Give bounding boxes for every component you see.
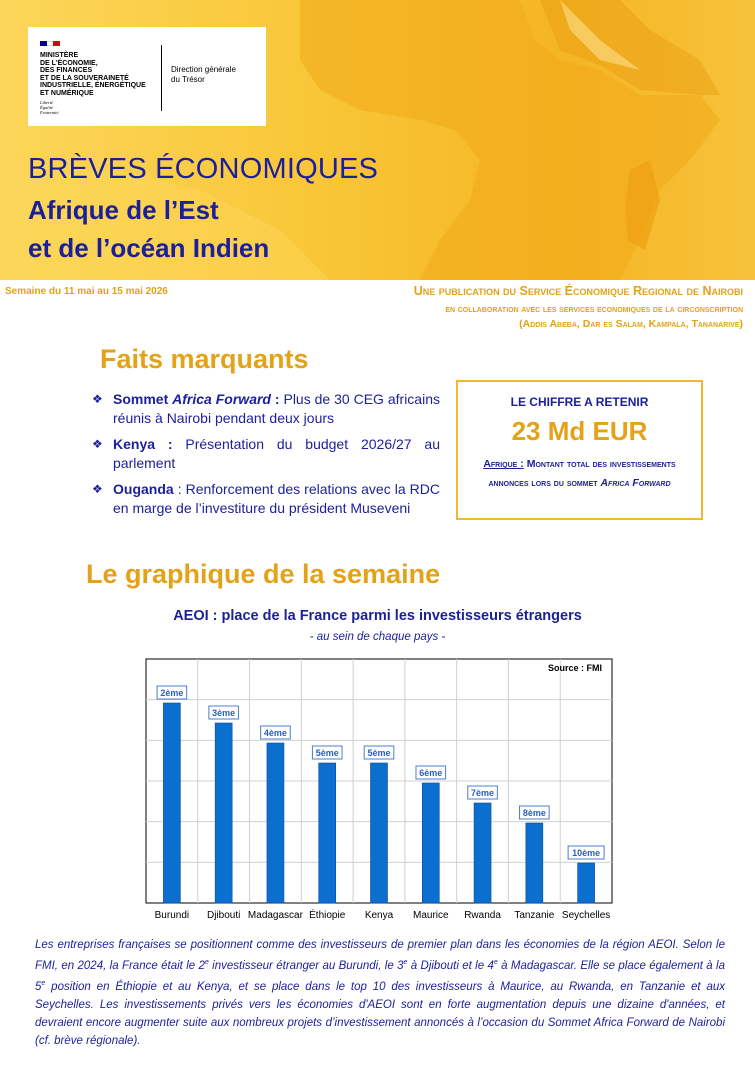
category-label: Rwanda — [464, 910, 501, 921]
direction-generale-label: Direction générale du Trésor — [171, 65, 236, 84]
republic-motto: Liberté Égalité Fraternité — [40, 100, 59, 115]
analysis-paragraph: Les entreprises françaises se positionnent comme des investisseurs de premier plan dans les économies de la région AEOI. Selon le FMI, en 2024, la France était le 2e investisseur étranger au Burundi, le 3e à Djibouti et le 4e à Madagascar. Elle se place également à la 5e position en Éthiopie et au Kenya, et se place dans le top 10 des investisseurs à Maurice, au Rwanda, en Tanzanie et aux Seychelles. Les investissements privés vers les économies d'AEOI sont en forte augmentation depuis une dizaine d'années, et devraient encore augmenter suite aux nombreux projets d’investissement annoncés à l’occasion du Sommet Africa Forward de Nairobi (cf. brève régionale). — [35, 939, 725, 1047]
logo-divider — [161, 45, 162, 111]
data-label: 10ème — [572, 848, 601, 858]
item-heading: Sommet Africa Forward : — [113, 391, 280, 407]
category-label: Seychelles — [561, 910, 611, 921]
bar — [526, 823, 543, 903]
bar — [215, 723, 232, 903]
key-figure-box — [456, 380, 703, 520]
data-label: 2ème — [160, 688, 184, 698]
data-label: 7ème — [471, 788, 495, 798]
bar — [163, 703, 180, 903]
item-text: Plus de 30 CEG africains réunis à Nairobi pendant deux jours — [113, 391, 440, 426]
item-heading: Kenya : — [113, 436, 173, 452]
diamond-bullet-icon: ❖ — [92, 392, 103, 406]
french-flag-icon — [40, 41, 60, 46]
ministry-name: MINISTÈRE DE L'ÉCONOMIE, DES FINANCES ET DE LA SOUVERAINETÉ INDUSTRIELLE, ÉNERGÉTIQUE ET NUMÉRIQUE — [40, 52, 146, 97]
category-label: Djibouti — [206, 910, 241, 921]
category-label: Éthiopie — [309, 910, 346, 921]
data-label: 8ème — [522, 808, 546, 818]
bar — [267, 743, 284, 903]
data-label: 3ème — [212, 708, 236, 718]
list-item — [90, 435, 440, 473]
ministry-logo-block — [28, 27, 266, 126]
data-label: 4ème — [263, 728, 287, 738]
category-label: Kenya — [364, 910, 394, 921]
item-heading: Ouganda — [113, 481, 174, 497]
data-label: 6ème — [419, 768, 443, 778]
item-text: Présentation du budget 2026/27 au parlement — [113, 436, 440, 471]
item-text: : Renforcement des relations avec la RDC en marge de l’investiture du président Museveni — [113, 481, 440, 516]
header-banner — [0, 0, 755, 280]
section-title-chart: Le graphique de la semaine — [86, 559, 441, 589]
collaboration-line: en collaboration avec les services economiques de la circonscription — [445, 304, 743, 315]
highlights-list — [90, 390, 440, 525]
chart-source: Source : FMI — [547, 663, 602, 673]
bar-chart — [140, 655, 620, 925]
publication-title: BRÈVES ÉCONOMIQUES — [28, 153, 379, 185]
publisher-line: Une publication du Service Économique Regional de Nairobi — [413, 284, 743, 298]
bar — [371, 763, 388, 903]
bar — [578, 863, 595, 903]
offices-line: (Addis Abeba, Dar es Salam, Kampala, Tananarive) — [519, 318, 743, 330]
category-label: Madagascar — [247, 910, 303, 921]
key-figure-value: 23 Md EUR — [511, 416, 648, 446]
category-label: Burundi — [154, 910, 190, 921]
bar — [422, 783, 439, 903]
category-label: Maurice — [412, 910, 449, 921]
data-label: 5ème — [367, 748, 391, 758]
bar — [474, 803, 491, 903]
publication-info — [0, 280, 755, 338]
bar — [319, 763, 336, 903]
category-label: Tanzanie — [514, 910, 555, 921]
section-title-highlights: Faits marquants — [100, 344, 309, 374]
key-figure-label: LE CHIFFRE A RETENIR — [510, 395, 649, 409]
region-title-line1: Afrique de l’Est — [28, 195, 219, 225]
key-figure-description: Afrique : Montant total des investissements annonces lors du sommet Africa Forward — [483, 458, 676, 489]
chart-subtitle: - au sein de chaque pays - — [309, 631, 446, 643]
diamond-bullet-icon: ❖ — [92, 437, 103, 451]
week-dates: Semaine du 11 mai au 15 mai 2026 — [5, 286, 168, 297]
list-item — [90, 480, 440, 518]
data-label: 5ème — [315, 748, 339, 758]
list-item — [90, 390, 440, 428]
diamond-bullet-icon: ❖ — [92, 482, 103, 496]
region-title-line2: et de l’océan Indien — [28, 233, 270, 263]
chart-title: AEOI : place de la France parmi les investisseurs étrangers — [173, 608, 582, 624]
